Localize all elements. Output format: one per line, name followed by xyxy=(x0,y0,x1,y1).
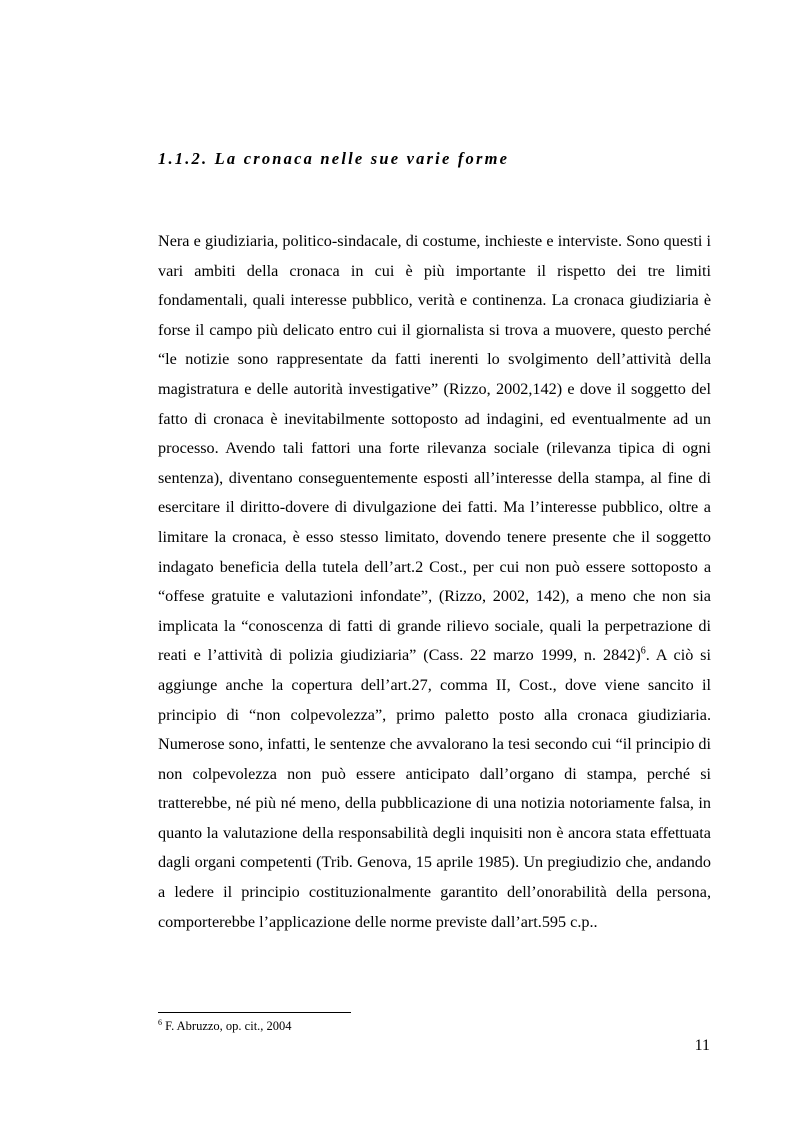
footnote xyxy=(158,1018,292,1034)
body-text-part-1: Nera e giudiziaria, politico-sindacale, di costume, inchieste e interviste. Sono questi i vari ambiti della cronaca in cui è più importante il rispetto dei tre limiti fondamentali, quali interesse pubblico, verità e continenza. La cronaca giudiziaria è forse il campo più delicato entro cui il giornalista si trova a muovere, questo perché “le notizie sono rappresentate da fatti inerenti lo svolgimento dell’attività della magistratura e delle autorità investigative” (Rizzo, 2002,142) e dove il soggetto del fatto di cronaca è inevitabilmente sottoposto ad indagini, ed eventualmente ad un processo. Avendo tali fattori una forte rilevanza sociale (rilevanza tipica di ogni sentenza), diventano conseguentemente esposti all’interesse della stampa, al fine di esercitare il diritto-dovere di divulgazione dei fatti. Ma l’interesse pubblico, oltre a limitare la cronaca, è esso stesso limitato, dovendo tenere presente che il soggetto indagato beneficia della tutela dell’art.2 Cost., per cui non può essere sottoposto a “offese gratuite e valutazioni infondate”, (Rizzo, 2002, 142), a meno che non sia implicata la “conoscenza di fatti di grande rilievo sociale, quali la perpetrazione di reati e l’attività di polizia giudiziaria” (Cass. 22 marzo 1999, n. 2842) xyxy=(158,232,711,665)
footnote-text: F. Abruzzo, op. cit., 2004 xyxy=(162,1019,292,1033)
body-text-part-2: . A ciò si aggiunge anche la copertura dell’art.27, comma II, Cost., dove viene sancito il principio di “non colpevolezza”, primo paletto posto alla cronaca giudiziaria. Numerose sono, infatti, le sentenze che avvalorano la tesi secondo cui “il principio di non colpevolezza non può essere anticipato dall’organo di stampa, perché si tratterebbe, né più né meno, della pubblicazione di una notizia notoriamente falsa, in quanto la valutazione della responsabilità degli inquisiti non è ancora stata effettuata dagli organi competenti (Trib. Genova, 15 aprile 1985). Un pregiudizio che, andando a ledere il principio costituzionalmente garantito dell’onorabilità della persona, comporterebbe l’applicazione delle norme previste dall’art.595 c.p.. xyxy=(158,646,711,931)
body-paragraph xyxy=(158,227,711,937)
footnote-marker: 6 xyxy=(158,1017,162,1027)
page-number: 11 xyxy=(694,1037,710,1054)
footnote-reference[interactable]: 6 xyxy=(640,645,646,657)
section-title: 1.1.2. La cronaca nelle sue varie forme xyxy=(158,149,510,168)
footnote-separator xyxy=(158,1012,351,1013)
